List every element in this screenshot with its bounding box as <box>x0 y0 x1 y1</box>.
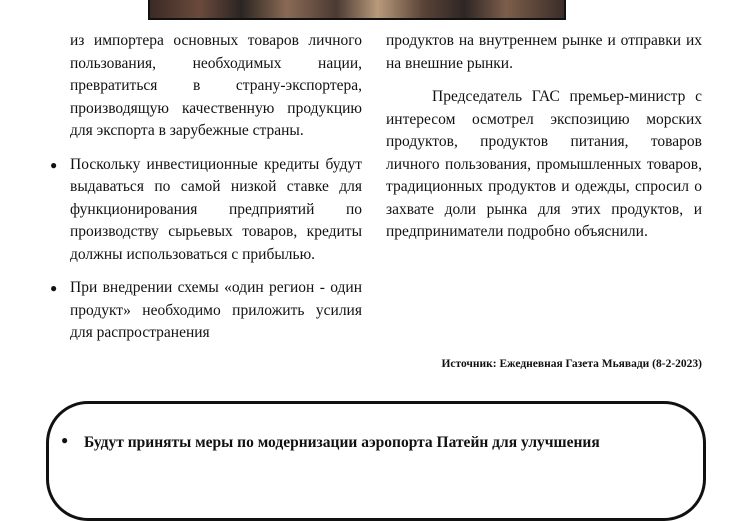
bullet-icon: ● <box>61 433 69 447</box>
source-citation: Источник: Ежедневная Газета Мьявади (8-2-2023) <box>441 358 702 370</box>
list-item <box>50 277 362 345</box>
news-photo <box>148 0 566 20</box>
right-paragraph: Председатель ГАС премьер-министр с интересом осмотрел экспозицию морских продуктов, продуктов питания, товаров личного пользования, промышленных товаров, традиционных продуктов и одежды, спросил о захвате доли рынка для этих продуктов, и предприниматели подробно объяснили. <box>386 88 702 240</box>
right-column <box>386 30 702 244</box>
highlight-box <box>46 401 706 521</box>
list-item <box>50 154 362 267</box>
left-column <box>50 30 362 345</box>
left-continuation-text: из импортера основных товаров личного пользования, необходимых нации, превратиться в страну-экспортера, производящую качественную продукцию для экспорта в зарубежные страны. <box>70 32 362 139</box>
right-continuation-text: продуктов на внутреннем рынке и отправки их на внешние рынки. <box>386 32 702 72</box>
left-bullet-list <box>50 154 362 345</box>
bullet-text: При внедрении схемы «один регион - один продукт» необходимо приложить усилия для распространения <box>70 279 362 341</box>
highlight-bullet-text: Будут приняты меры по модернизации аэропорта Патейн для улучшения <box>84 434 600 451</box>
bullet-icon: ● <box>50 157 58 172</box>
bullet-icon: ● <box>50 281 58 295</box>
bullet-text: Поскольку инвестиционные кредиты будут выдаваться по самой низкой ставке для функционирования предприятий по производству сырьевых товаров, кредиты должны использоваться с прибылью. <box>70 155 362 263</box>
